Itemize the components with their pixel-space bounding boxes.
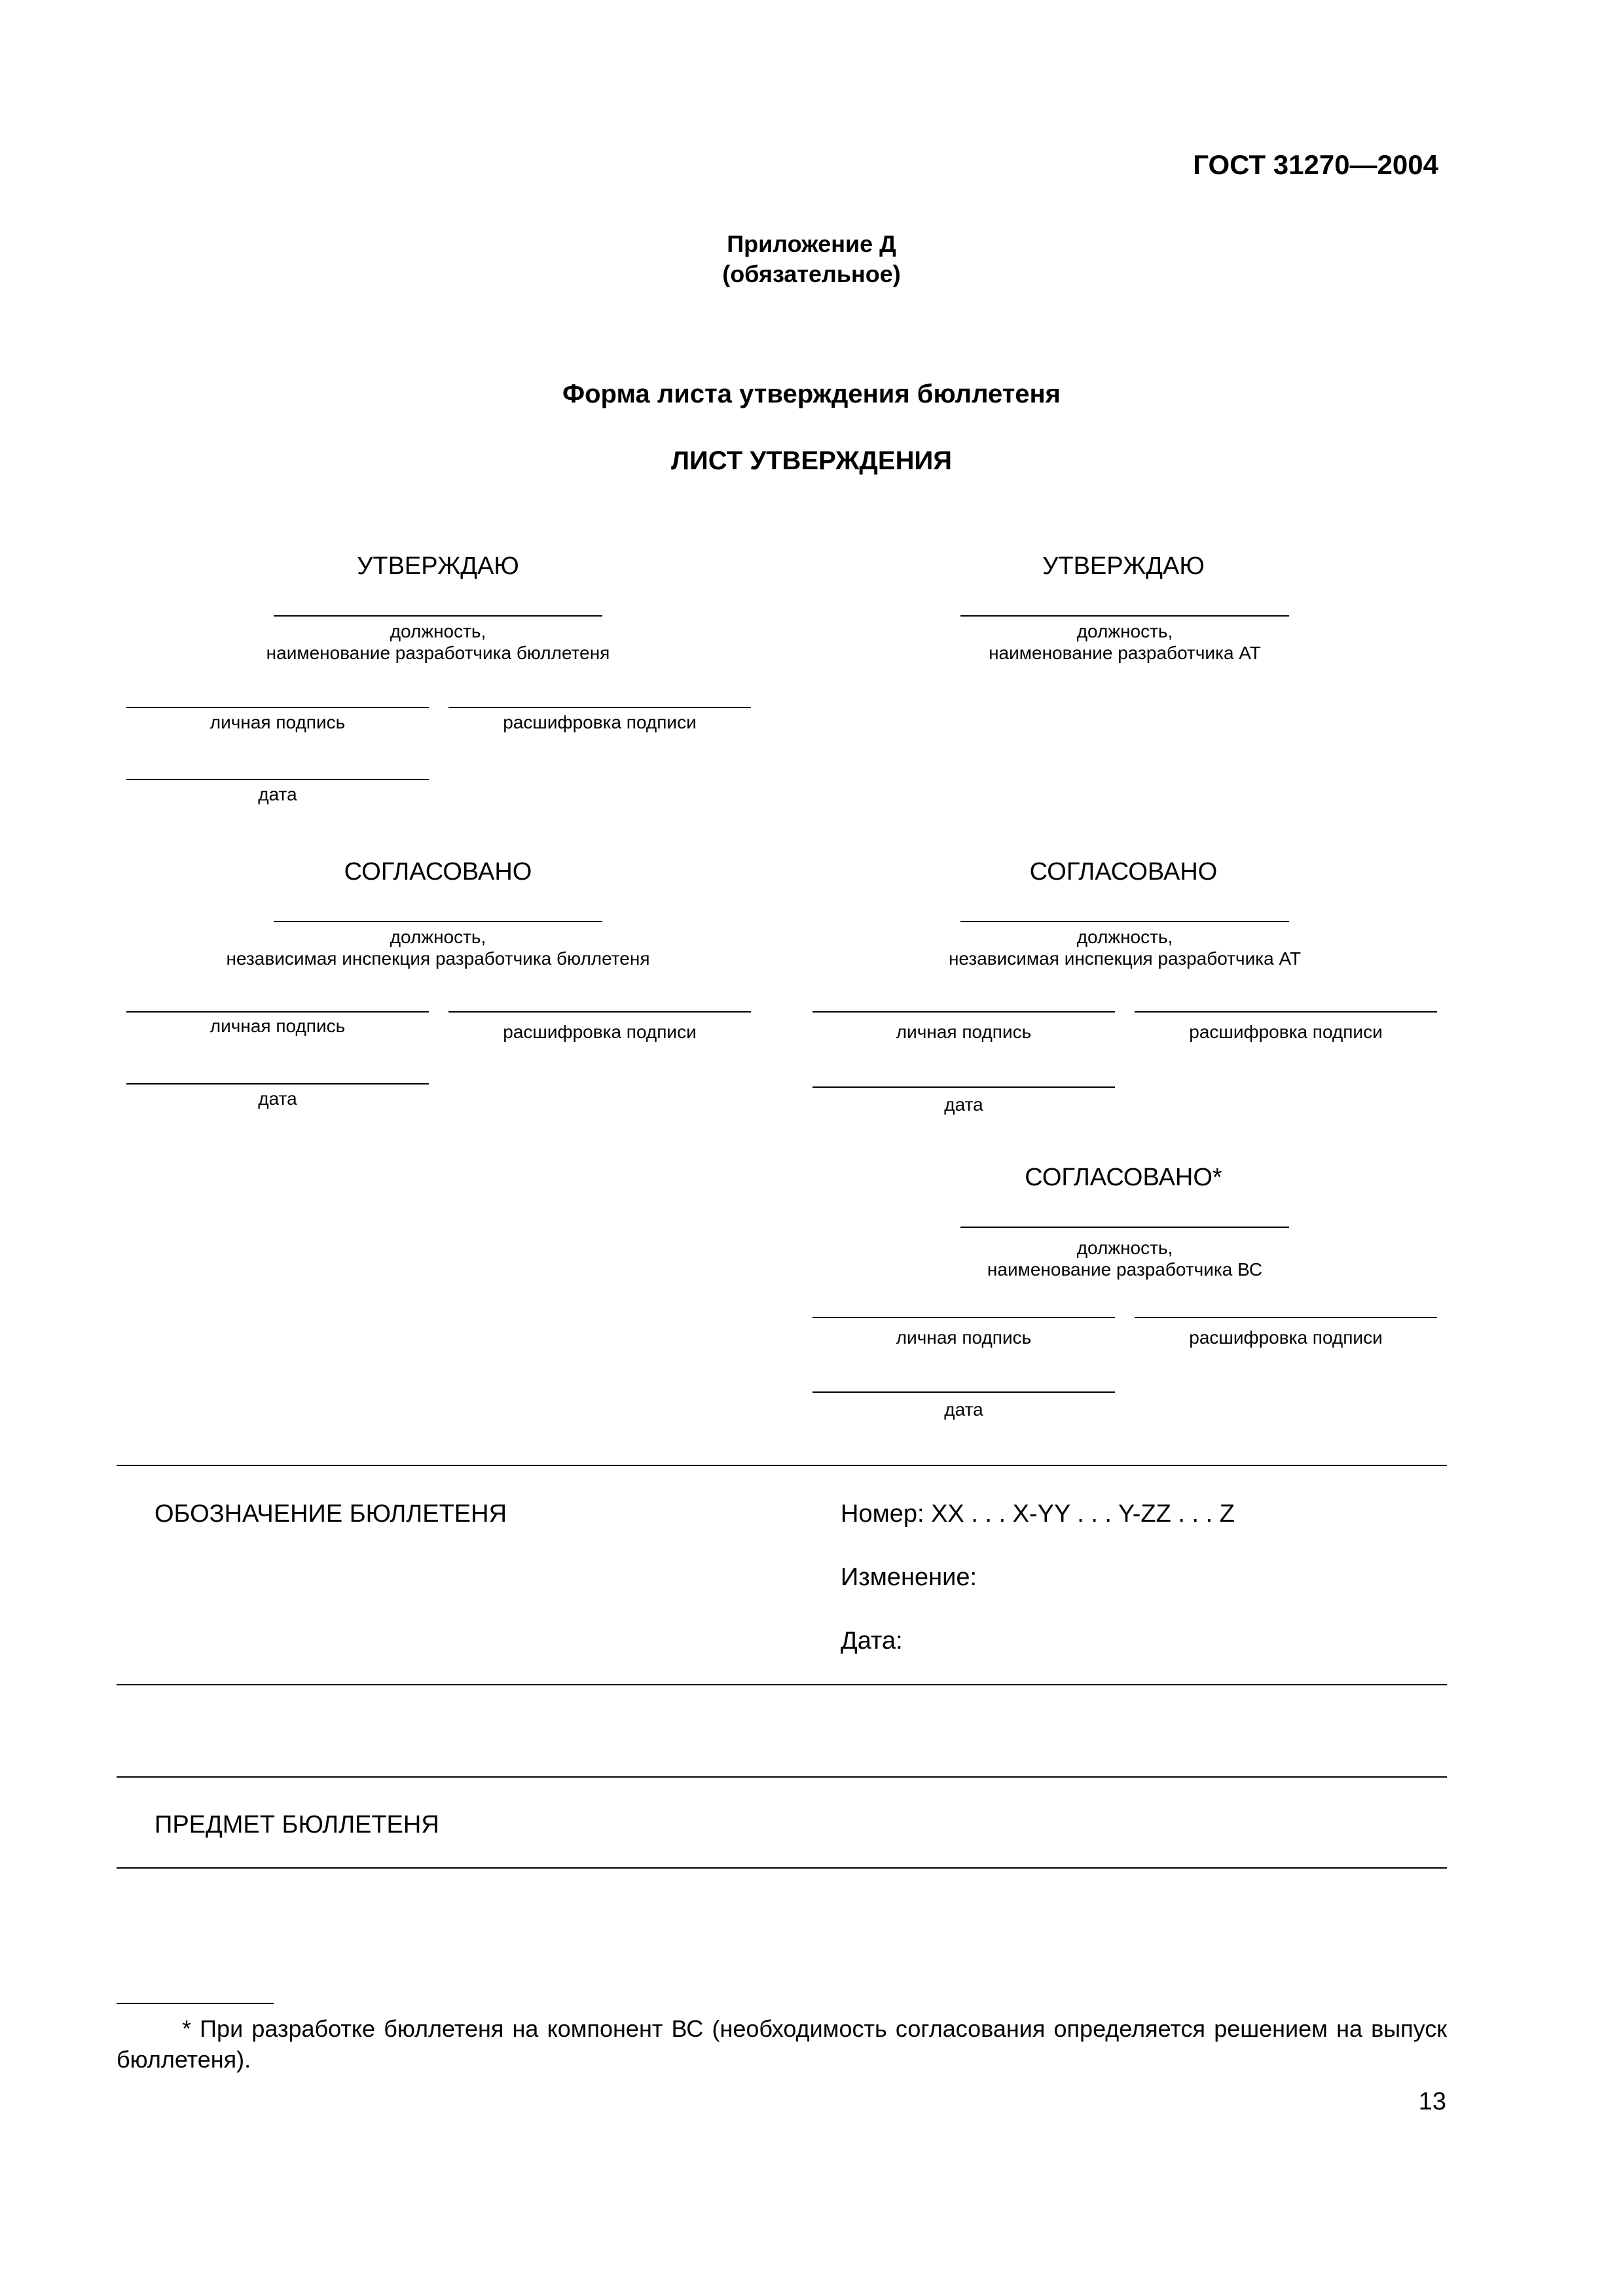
agree-vs-date-line[interactable] (812, 1391, 1115, 1393)
agree-right-date-caption: дата (944, 1094, 983, 1115)
agree-left-signature-caption: личная подпись (210, 1016, 346, 1036)
caption-line: независимая инспекция разработчика АТ (948, 948, 1302, 969)
caption-line: должность, (1076, 1238, 1173, 1258)
agree-vs-decoding-line[interactable] (1135, 1317, 1437, 1318)
approve-left-position-caption (176, 620, 700, 664)
approve-left-date-line[interactable] (126, 779, 429, 780)
designation-label: ОБОЗНАЧЕНИЕ БЮЛЛЕТЕНЯ (155, 1500, 507, 1528)
agree-left-signature-line[interactable] (126, 1011, 429, 1013)
appendix-heading (0, 229, 1623, 289)
approve-right-heading: УТВЕРЖДАЮ (1042, 552, 1205, 580)
agree-right-decoding-caption: расшифровка подписи (1189, 1022, 1383, 1042)
approve-left-signature-line[interactable] (126, 707, 429, 708)
designation-change[interactable]: Изменение: (841, 1564, 977, 1591)
agree-vs-signature-line[interactable] (812, 1317, 1115, 1318)
agree-right-date-line[interactable] (812, 1086, 1115, 1088)
agree-right-position-line[interactable] (960, 921, 1289, 922)
footnote: * При разработке бюллетеня на компонент ВС (необходимость согласования определяется решением на выпуск бюллетеня). (117, 2015, 1447, 2073)
agree-left-decoding-caption: расшифровка подписи (503, 1022, 697, 1042)
approve-left-position-line[interactable] (274, 615, 602, 617)
agree-vs-heading: СОГЛАСОВАНО* (1025, 1164, 1222, 1191)
sheet-title: ЛИСТ УТВЕРЖДЕНИЯ (670, 446, 952, 475)
approve-left-heading: УТВЕРЖДАЮ (357, 552, 519, 580)
caption-line: наименование разработчика АТ (989, 643, 1261, 663)
approve-left-decoding-caption: расшифровка подписи (503, 712, 697, 732)
subject-label: ПРЕДМЕТ БЮЛЛЕТЕНЯ (155, 1811, 439, 1839)
designation-date[interactable]: Дата: (841, 1627, 903, 1655)
agree-right-signature-line[interactable] (812, 1011, 1115, 1013)
agree-vs-position-line[interactable] (960, 1227, 1289, 1228)
caption-line: должность, (390, 927, 486, 947)
agree-left-decoding-line[interactable] (448, 1011, 751, 1013)
caption-line: должность, (390, 621, 486, 641)
agree-vs-date-caption: дата (944, 1399, 983, 1420)
agree-vs-decoding-caption: расшифровка подписи (1189, 1327, 1383, 1348)
appendix-note: (обязательное) (722, 260, 901, 287)
footnote-rule (117, 2003, 274, 2004)
caption-line: независимая инспекция разработчика бюллетеня (226, 948, 650, 969)
section-divider (117, 1465, 1447, 1466)
agree-left-date-line[interactable] (126, 1083, 429, 1085)
agree-vs-signature-caption: личная подпись (896, 1327, 1032, 1348)
approve-right-position-caption (863, 620, 1387, 664)
agree-left-position-line[interactable] (274, 921, 602, 922)
approve-left-date-caption: дата (258, 784, 297, 804)
caption-line: должность, (1076, 927, 1173, 947)
section-divider (117, 1776, 1447, 1778)
agree-right-heading: СОГЛАСОВАНО (1029, 858, 1218, 886)
agree-left-date-caption: дата (258, 1088, 297, 1109)
agree-vs-position-caption (863, 1237, 1387, 1280)
standard-number: ГОСТ 31270—2004 (1193, 149, 1438, 180)
caption-line: наименование разработчика ВС (987, 1259, 1263, 1280)
section-divider (117, 1867, 1447, 1869)
caption-line: должность, (1076, 621, 1173, 641)
agree-left-heading: СОГЛАСОВАНО (344, 858, 532, 886)
approve-left-signature-caption: личная подпись (210, 712, 346, 732)
appendix-title: Приложение Д (727, 230, 896, 257)
designation-number[interactable]: Номер: XX . . . X-YY . . . Y-ZZ . . . Z (841, 1500, 1235, 1528)
caption-line: наименование разработчика бюллетеня (266, 643, 610, 663)
agree-right-signature-caption: личная подпись (896, 1022, 1032, 1042)
approve-left-decoding-line[interactable] (448, 707, 751, 708)
section-divider (117, 1684, 1447, 1685)
agree-right-decoding-line[interactable] (1135, 1011, 1437, 1013)
approve-right-position-line[interactable] (960, 615, 1289, 617)
agree-right-position-caption (830, 926, 1419, 969)
form-title: Форма листа утверждения бюллетеня (562, 380, 1061, 408)
agree-left-position-caption (143, 926, 733, 969)
page-number: 13 (1418, 2088, 1446, 2115)
